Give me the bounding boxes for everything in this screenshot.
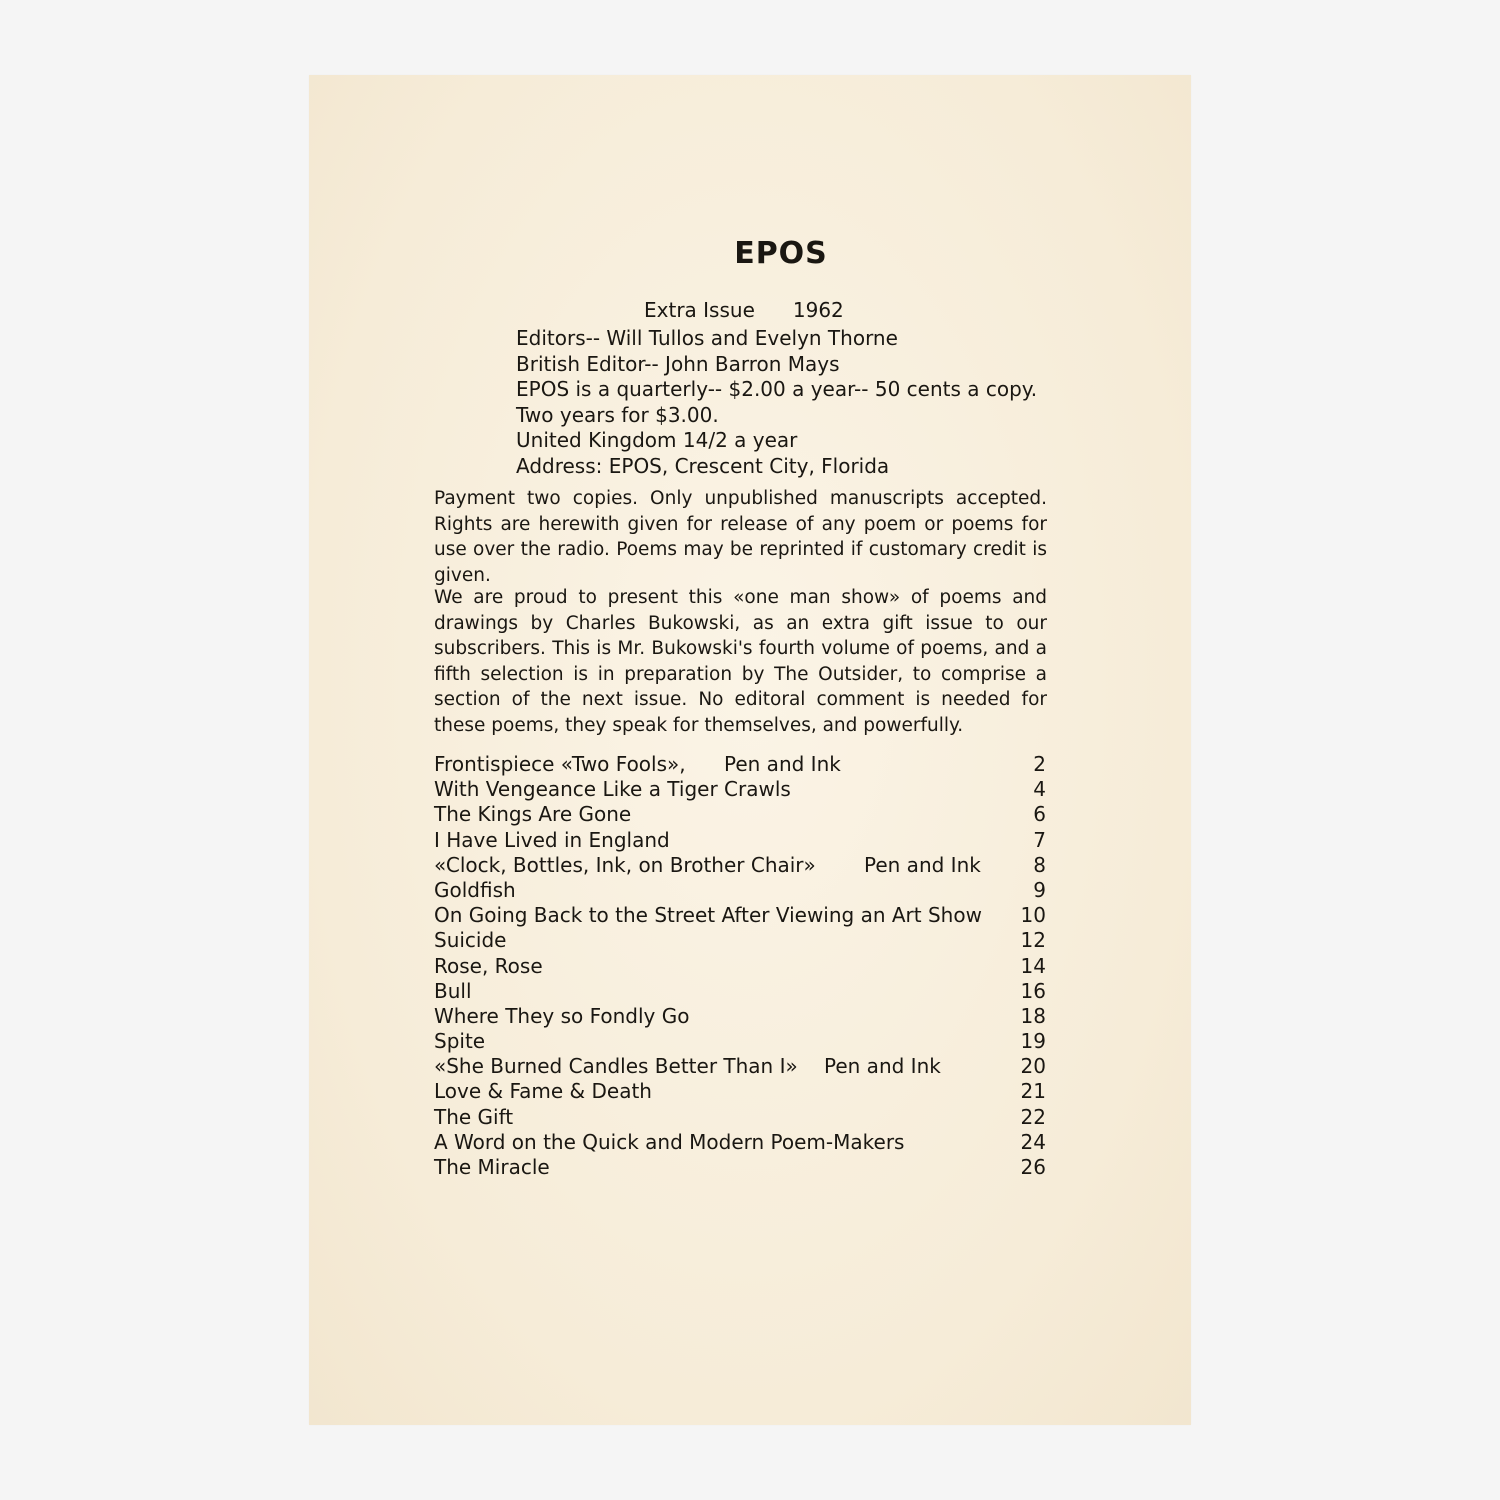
contents-title: A Word on the Quick and Modern Poem-Makers bbox=[434, 1129, 905, 1154]
contents-page-number: 6 bbox=[1033, 802, 1046, 827]
contents-title: With Vengeance Like a Tiger Crawls bbox=[434, 777, 791, 802]
contents-title: On Going Back to the Street After Viewing an Art Show bbox=[434, 903, 982, 928]
contents-title: «Clock, Bottles, Ink, on Brother Chair» bbox=[434, 852, 816, 877]
contents-title: Suicide bbox=[434, 928, 507, 953]
issue-line bbox=[644, 298, 844, 322]
contents-title: Love & Fame & Death bbox=[434, 1079, 652, 1104]
contents-page-number: 26 bbox=[1020, 1155, 1046, 1179]
contents-title: The Kings Are Gone bbox=[434, 802, 632, 827]
contents-page-number: 14 bbox=[1020, 953, 1046, 978]
contents-medium: Pen and Ink bbox=[724, 752, 841, 776]
contents-row bbox=[434, 1054, 1050, 1079]
contents-title: Where They so Fondly Go bbox=[434, 1003, 690, 1028]
table-of-contents bbox=[434, 752, 1050, 1180]
magazine-title: EPOS bbox=[734, 236, 828, 271]
contents-page-number: 20 bbox=[1020, 1054, 1046, 1079]
masthead-subscription: EPOS is a quarterly-- $2.00 a year-- 50 cents a copy. bbox=[516, 377, 1038, 401]
contents-row bbox=[434, 954, 1050, 979]
contents-row bbox=[434, 1079, 1050, 1104]
contents-row bbox=[434, 878, 1050, 903]
contents-row bbox=[434, 928, 1050, 953]
contents-page-number: 8 bbox=[1033, 852, 1046, 877]
contents-row bbox=[434, 752, 1050, 777]
masthead-editors: Editors-- Will Tullos and Evelyn Thorne bbox=[516, 326, 898, 350]
masthead-uk-price: United Kingdom 14/2 a year bbox=[516, 428, 798, 452]
masthead-two-years: Two years for $3.00. bbox=[516, 402, 719, 427]
contents-title: Bull bbox=[434, 978, 472, 1003]
contents-page-number: 12 bbox=[1020, 928, 1046, 953]
contents-page-number: 10 bbox=[1020, 903, 1046, 928]
contents-title: Frontispiece «Two Fools», bbox=[434, 752, 686, 776]
contents-page-number: 4 bbox=[1033, 777, 1046, 802]
payment-paragraph: Payment two copies. Only unpublished manuscripts accepted. Rights are herewith given for release of any poem or poems for use over the radio. Poems may be reprinted if customary credit is given. bbox=[434, 488, 1047, 586]
contents-row bbox=[434, 1004, 1050, 1029]
contents-row bbox=[434, 1105, 1050, 1130]
masthead-british-editor: British Editor-- John Barron Mays bbox=[516, 351, 840, 376]
contents-title: Rose, Rose bbox=[434, 953, 543, 978]
introduction-paragraph: We are proud to present this «one man show» of poems and drawings by Charles Bukowski, as an extra gift issue to our subscribers. This is Mr. Bukowski's fourth volume of poems, and a fifth selection is in preparation by The Outsider, to comprise a section of the next issue. No editoral comment is needed for these poems, they speak for themselves, and powerfully. bbox=[434, 587, 1047, 736]
contents-page-number: 9 bbox=[1033, 877, 1046, 902]
masthead-address: Address: EPOS, Crescent City, Florida bbox=[516, 453, 890, 478]
contents-title: «She Burned Candles Better Than I» bbox=[434, 1054, 798, 1079]
issue-label: Extra Issue bbox=[644, 298, 755, 322]
contents-row bbox=[434, 853, 1050, 878]
contents-title: Goldfish bbox=[434, 877, 516, 902]
contents-title: The Miracle bbox=[434, 1155, 550, 1179]
contents-title: Spite bbox=[434, 1029, 486, 1054]
contents-page-number: 19 bbox=[1020, 1029, 1046, 1054]
contents-page-number: 2 bbox=[1033, 752, 1046, 776]
contents-page-number: 21 bbox=[1020, 1079, 1046, 1104]
contents-page-number: 7 bbox=[1033, 827, 1046, 852]
masthead bbox=[516, 326, 1037, 479]
contents-row bbox=[434, 802, 1050, 827]
contents-row bbox=[434, 1029, 1050, 1054]
contents-row bbox=[434, 828, 1050, 853]
contents-page-number: 22 bbox=[1020, 1104, 1046, 1129]
contents-page-number: 24 bbox=[1020, 1129, 1046, 1154]
contents-title: The Gift bbox=[434, 1104, 514, 1129]
contents-row bbox=[434, 777, 1050, 802]
contents-row bbox=[434, 1130, 1050, 1155]
magazine-page bbox=[309, 75, 1191, 1425]
contents-page-number: 16 bbox=[1020, 978, 1046, 1003]
issue-year: 1962 bbox=[792, 298, 844, 322]
contents-row bbox=[434, 1155, 1050, 1180]
contents-row bbox=[434, 903, 1050, 928]
contents-page-number: 18 bbox=[1020, 1003, 1046, 1028]
contents-title: I Have Lived in England bbox=[434, 827, 670, 852]
contents-medium: Pen and Ink bbox=[864, 852, 981, 877]
contents-medium: Pen and Ink bbox=[824, 1054, 941, 1079]
contents-row bbox=[434, 979, 1050, 1004]
